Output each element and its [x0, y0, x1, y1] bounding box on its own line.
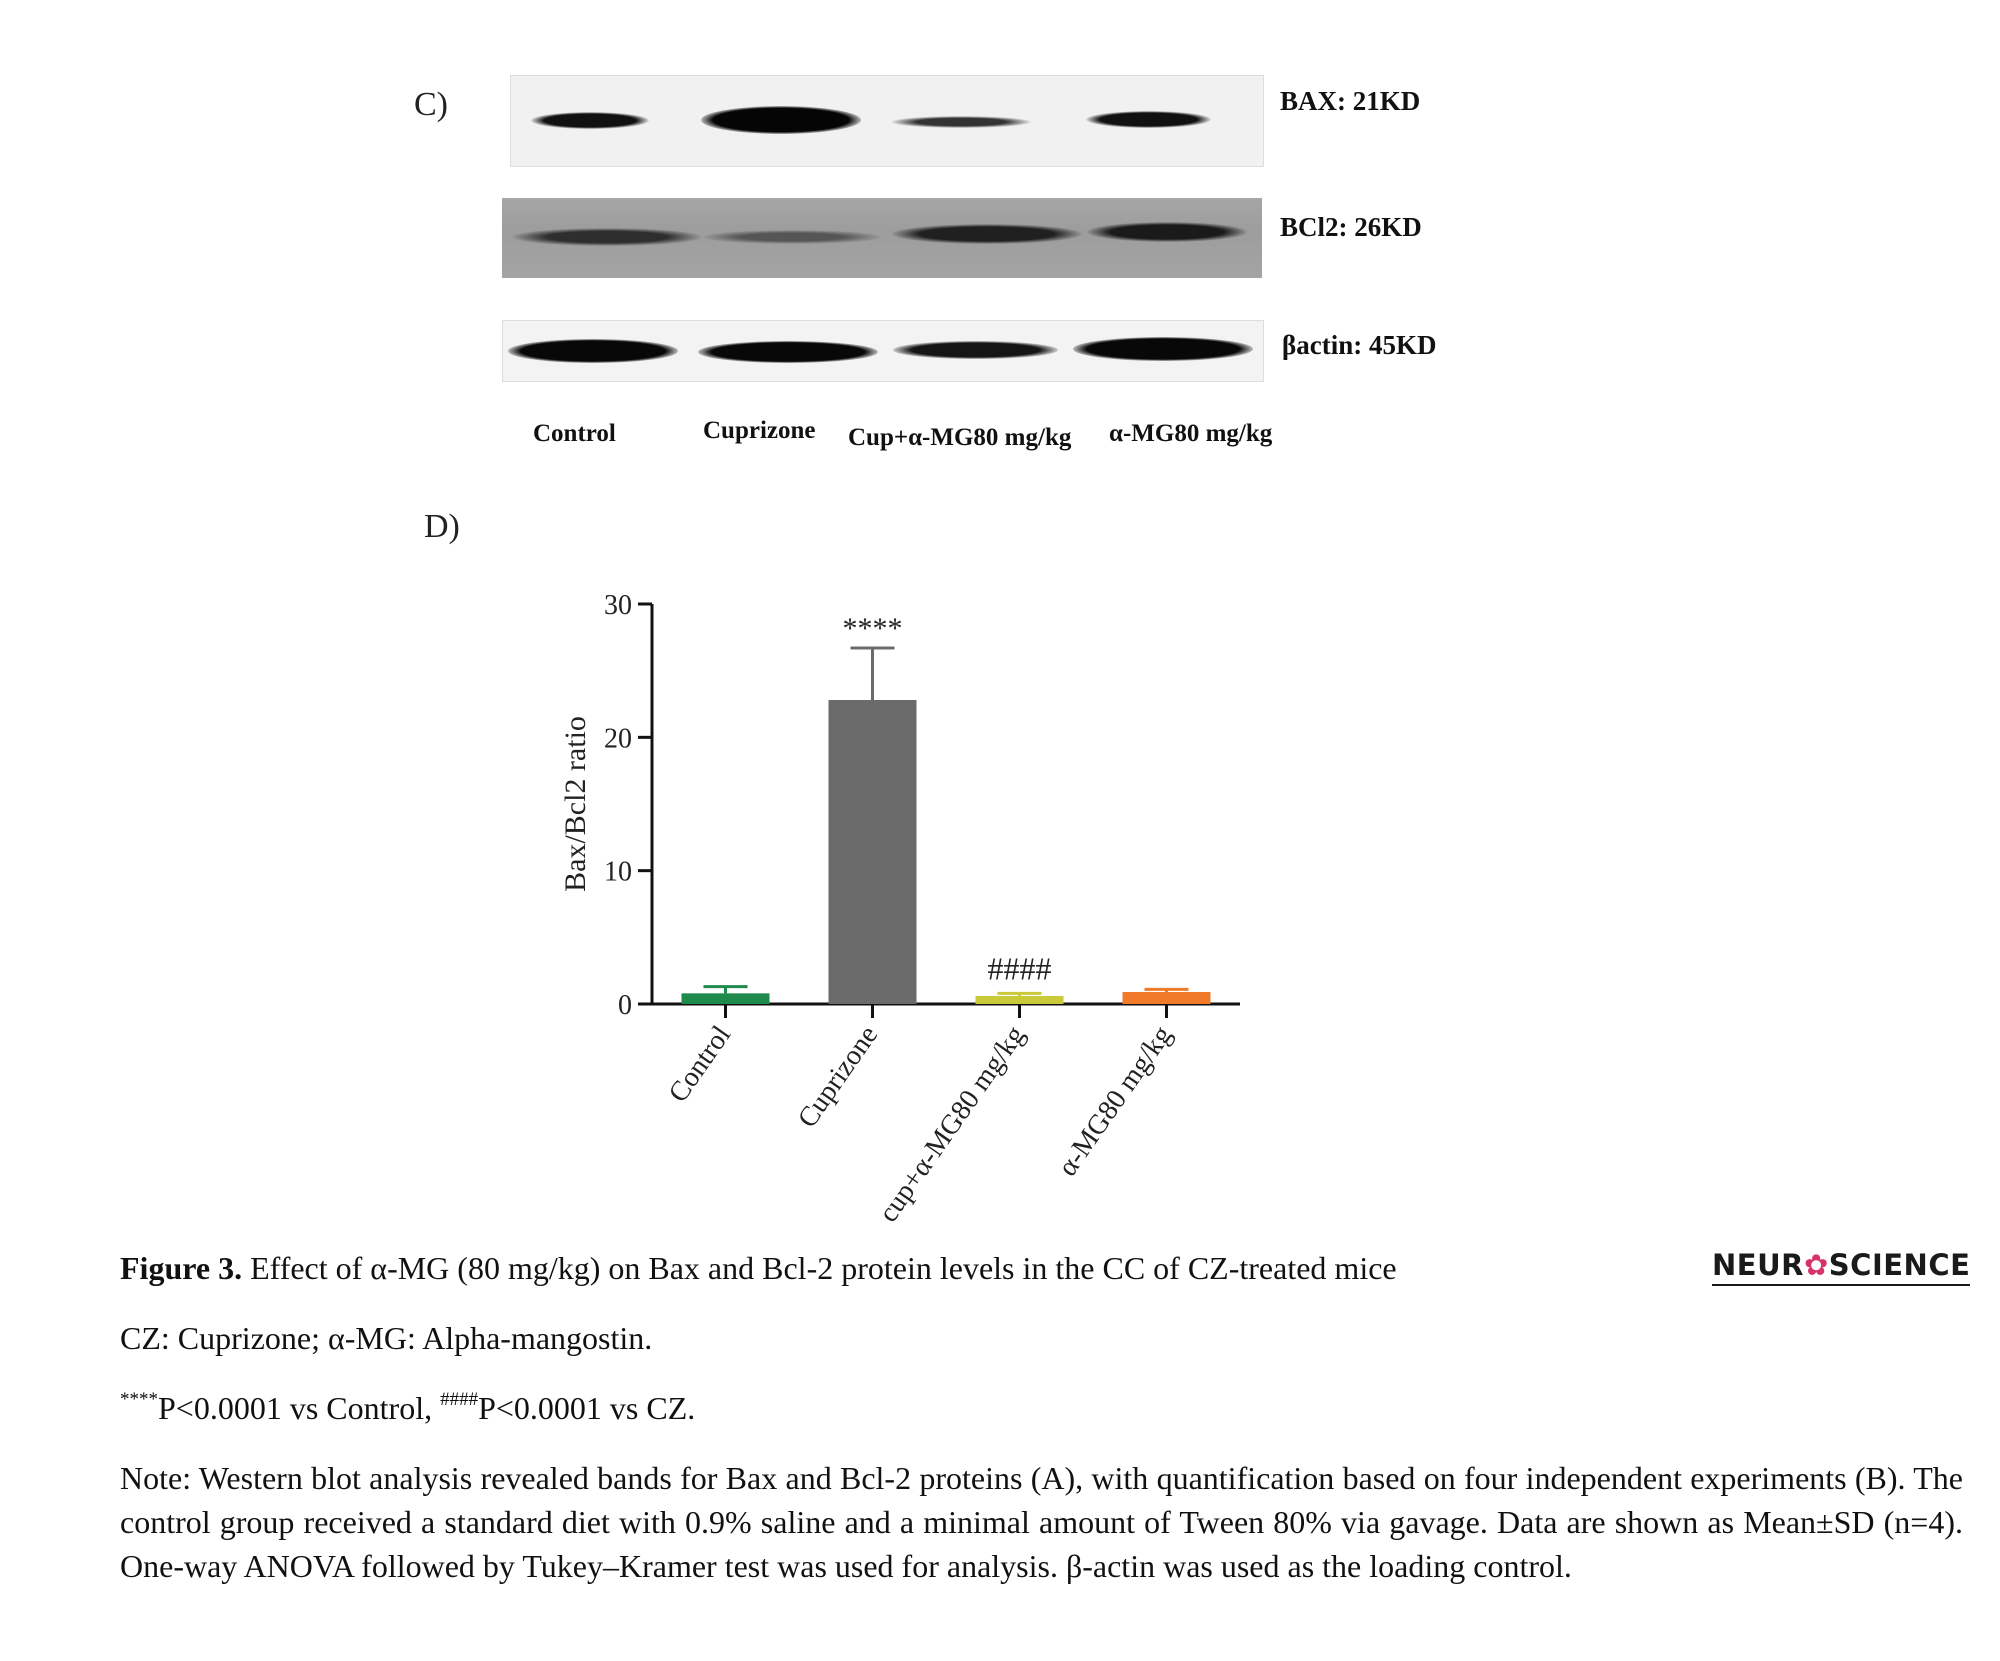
sig-mark-control: **** [120, 1389, 158, 1410]
caption-significance [120, 1386, 1963, 1430]
significance-annotation-1: **** [842, 612, 903, 645]
x-tick-label-1: Cuprizone [791, 1020, 885, 1134]
bar-3 [1123, 992, 1211, 1004]
lane-label-cuprizone: Cuprizone [703, 417, 816, 444]
caption-note: Note: Western blot analysis revealed bands for Bax and Bcl-2 proteins (A), with quantification based on four independent experiments (B). The control group received a standard diet with 0.9% saline and a minimal amount of Tween 80% via gavage. Data are shown as Mean±SD (n=4). One-way ANOVA followed by Tukey–Kramer test was used for analysis. β-actin was used as the loading control. [120, 1460, 1963, 1584]
bar-0 [682, 993, 770, 1004]
x-tick-label-0: Control [662, 1020, 738, 1109]
panel-c-label: C) [414, 86, 448, 123]
bcl2-blot-label: BCl2: 26KD [1280, 212, 1422, 242]
x-tick-label-2: cup+α-MG80 mg/kg [872, 1020, 1032, 1228]
y-tick-label: 30 [604, 590, 632, 621]
sig-text-cz: P<0.0001 vs CZ. [478, 1390, 696, 1426]
y-axis-title: Bax/Bcl2 ratio [559, 716, 592, 892]
logo-text-part1: NEUR [1712, 1248, 1804, 1282]
lane-label-control: Control [533, 420, 616, 447]
sig-mark-cz: #### [440, 1389, 479, 1410]
neuroscience-logo [1712, 1248, 1970, 1286]
logo-text-part2: SCIENCE [1828, 1248, 1971, 1282]
significance-annotation-2: #### [987, 950, 1052, 987]
bar-1 [829, 700, 917, 1004]
figure-caption-title [120, 1246, 1963, 1290]
actin-blot-label: βactin: 45KD [1282, 330, 1437, 360]
panel-d-label: D) [424, 508, 460, 545]
x-tick-label-3: α-MG80 mg/kg [1052, 1020, 1179, 1182]
logo-o-icon: ✿ [1803, 1248, 1829, 1282]
y-tick-label: 10 [604, 856, 632, 888]
y-tick-label: 0 [618, 990, 632, 1021]
bar-2 [976, 996, 1064, 1004]
bax-blot-label: BAX: 21KD [1280, 86, 1421, 116]
caption-abbreviations: CZ: Cuprizone; α-MG: Alpha-mangostin. [120, 1320, 653, 1356]
y-tick-label: 20 [604, 723, 632, 755]
sig-text-control: P<0.0001 vs Control, [158, 1390, 441, 1426]
lane-label-amg: α-MG80 mg/kg [1109, 420, 1273, 447]
figure-title-text: Effect of α-MG (80 mg/kg) on Bax and Bcl-2 protein levels in the CC of CZ-treated mice [242, 1250, 1397, 1286]
lane-label-cup-amg: Cup+α-MG80 mg/kg [848, 424, 1072, 451]
figure-label: Figure 3. [120, 1250, 243, 1286]
